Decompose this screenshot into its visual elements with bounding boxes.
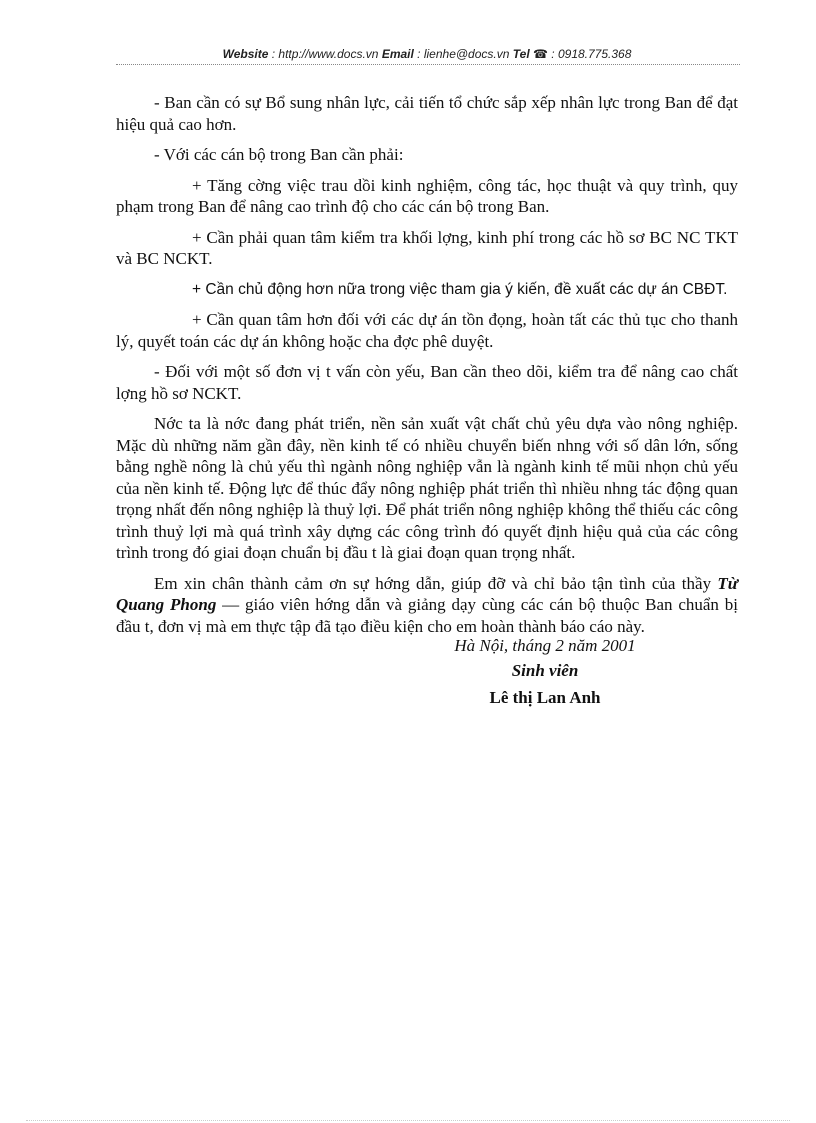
phone-number: 0918.775.368: [557, 47, 632, 61]
paragraph-pending-projects: + Cần quan tâm hơn đối với các dự án tồn đọng, hoàn tất các thủ tục cho thanh lý, quyết toán các dự án không hoặc cha đợc phê duyệt.: [116, 310, 738, 351]
acknowledgement-end: — giáo viên hớng dẫn và giảng dạy cùng các cán bộ thuộc Ban chuẩn bị đầu t, đơn vị mà em thực tập đã tạo điều kiện cho em hoàn thành báo cáo này.: [116, 595, 738, 636]
paragraph-staff-requirements: - Với các cán bộ trong Ban cần phải:: [154, 145, 404, 164]
paragraph-proactive: + Cần chủ động hơn nữa trong việc tham gia ý kiến, đề xuất các dự án CBĐT.: [192, 280, 728, 298]
website-label: Website: [222, 47, 269, 61]
email-label: Email: [381, 47, 414, 61]
phone-separator: :: [547, 47, 558, 61]
paragraph-consultants: - Đối với một số đơn vị t vấn còn yếu, Ban cần theo dõi, kiểm tra để nâng cao chất lợng hồ sơ NCKT.: [116, 362, 738, 403]
paragraph-cost-review: + Cần phải quan tâm kiểm tra khối lợng, kinh phí trong các hồ sơ BC NC TKT và BC NCKT.: [116, 227, 738, 268]
header-divider: [116, 64, 740, 65]
advisor-name: Từ Quang Phong: [116, 573, 738, 614]
acknowledgement-start: Em xin chân thành cảm ơn sự hớng dẫn, giúp đỡ và chỉ bảo tận tình của thầy: [154, 573, 718, 593]
email-separator: :: [413, 47, 424, 61]
signature-role: Sinh viên: [511, 661, 579, 680]
signature-place-date: Hà Nội, tháng 2 năm 2001: [454, 636, 636, 655]
website-url[interactable]: http://www.docs.vn: [278, 47, 379, 61]
phone-label: Tel ☎: [512, 47, 548, 61]
page-header: [116, 47, 738, 61]
email-address[interactable]: lienhe@docs.vn: [423, 47, 510, 61]
paragraph-agriculture: Nớc ta là nớc đang phát triển, nền sản xuất vật chất chủ yêu dựa vào nông nghiệp. Mặc dù những năm gần đây, nền kinh tế có nhiều chuyển biến nhng với số dân lớn, sống bằng nghề nông là chủ yếu thì ngành nông nghiệp vẫn là ngành kinh tế mũi nhọn chủ yếu của nền kinh tế. Động lực để thúc đẩy nông nghiệp phát triển thì nhiều nhng tác động quan trọng nhất đến nông nghiệp là thuỷ lợi. Để phát triển nông nghiệp không thể thiếu các công trình thuỷ lợi mà quá trình xây dựng các công trình đó quyết định hiệu quả của các công trình trong đó giai đoạn chuẩn bị đầu t là giai đoạn quan trọng nhất.: [116, 414, 738, 562]
paragraph-staffing: - Ban cần có sự Bổ sung nhân lực, cải tiến tổ chức sắp xếp nhân lực trong Ban để đạt hiệu quả cao hơn.: [116, 93, 738, 134]
paragraph-acknowledgement: [116, 573, 738, 638]
paragraph-experience: + Tăng cờng việc trau dồi kinh nghiệm, công tác, học thuật và quy trình, quy phạm trong Ban để nâng cao trình độ cho các cán bộ trong Ban.: [116, 175, 738, 216]
website-separator: :: [268, 47, 279, 61]
document-body: [116, 92, 738, 646]
footer-divider: [26, 1120, 790, 1121]
signature-name: Lê thị Lan Anh: [489, 688, 601, 707]
